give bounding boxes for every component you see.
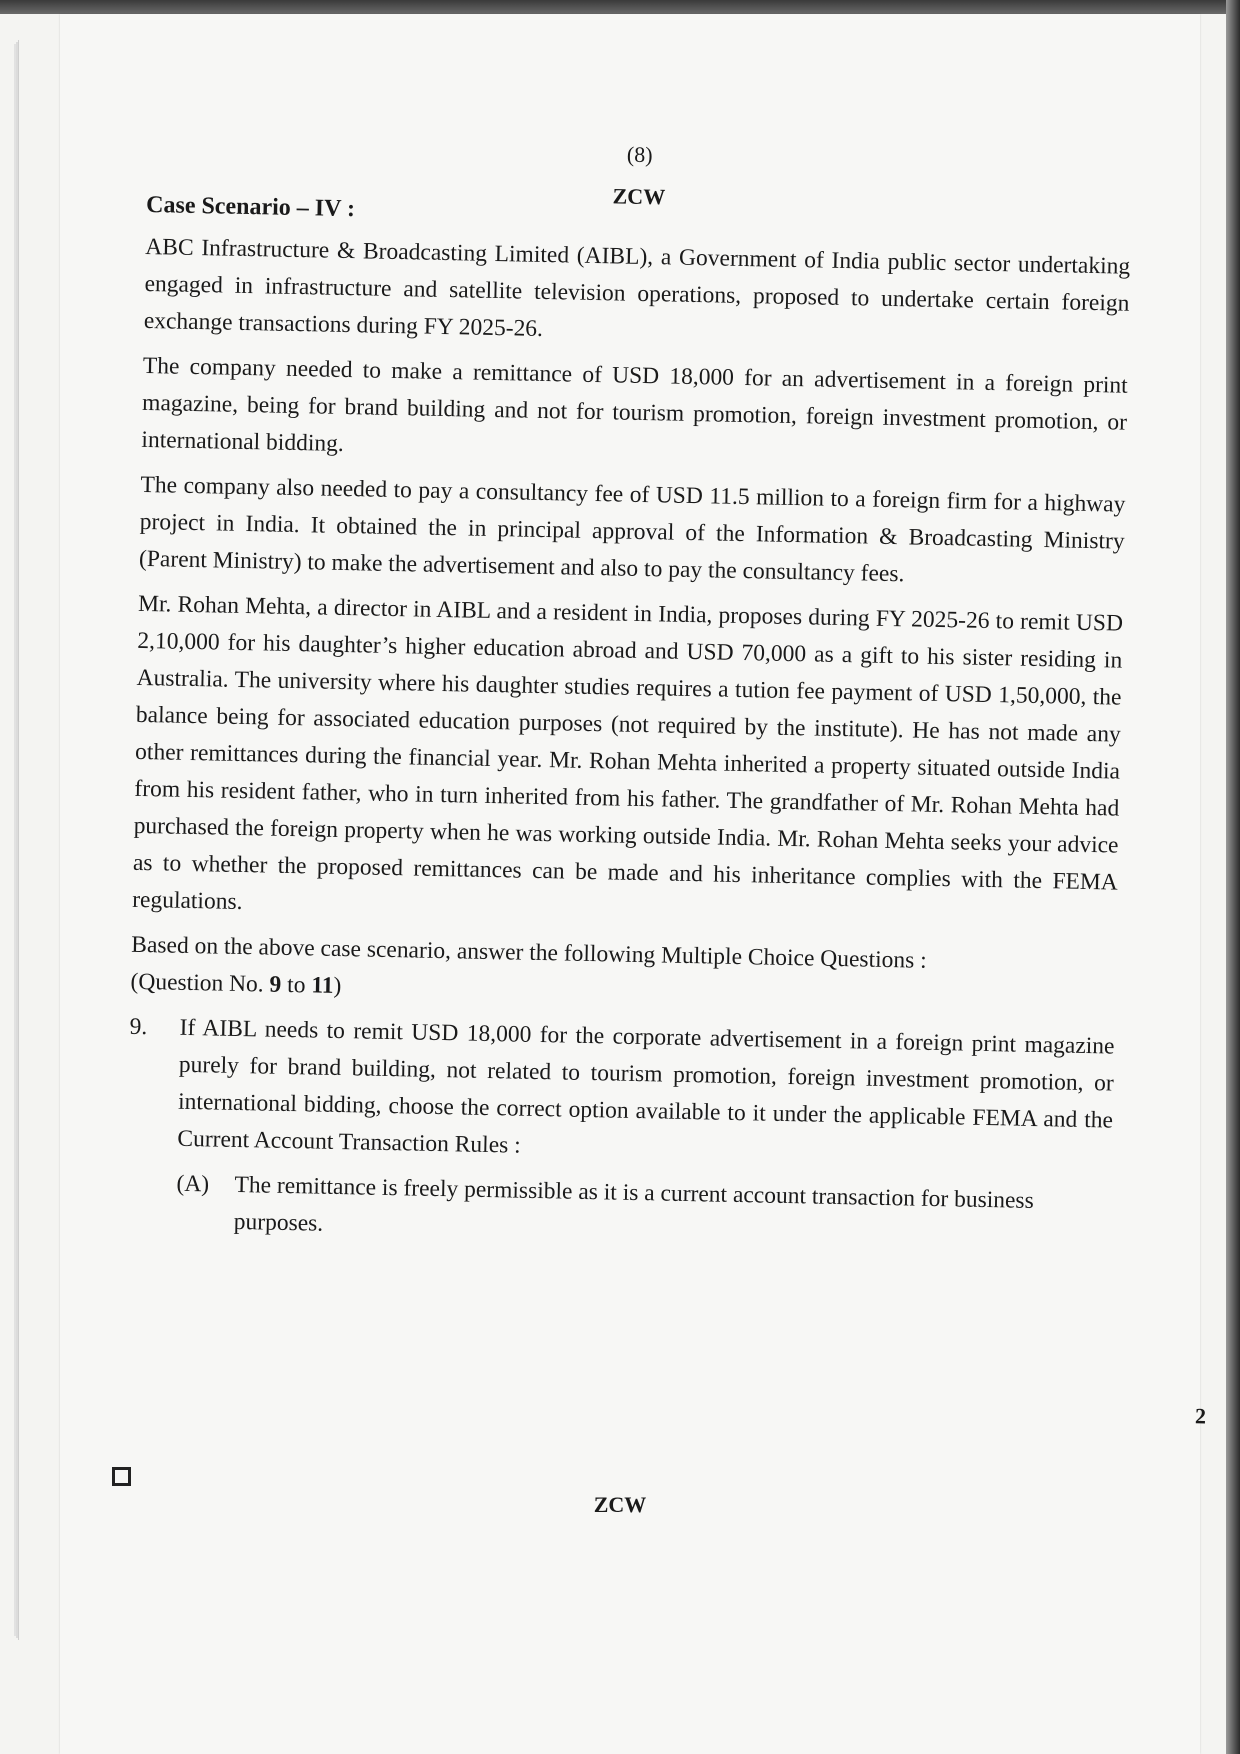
- question-range-suffix: ): [333, 972, 342, 1000]
- paragraph-consultancy-fee: The company also needed to pay a consultancy fee of USD 11.5 million to a foreign firm for a highway project in India. It obtained the in principal approval of the Information & Broadcasting Ministry (Parent Ministry) to make the advertisement and also to pay the consultancy fees.: [138, 471, 1126, 588]
- question-number: 9.: [129, 1013, 148, 1041]
- body-text: [125, 192, 1131, 1259]
- question-body: [175, 1010, 1114, 1259]
- question-9: [125, 1009, 1114, 1259]
- option-label: (A): [176, 1170, 210, 1198]
- page-number: (8): [626, 141, 653, 168]
- option-a[interactable]: [175, 1166, 1111, 1259]
- option-text: The remittance is freely permissible as it is a current account transaction for business purposes.: [233, 1171, 1035, 1237]
- instruction-text: [130, 927, 1116, 1021]
- scan-stacked-pages: [18, 40, 59, 1640]
- header-paper-code: ZCW: [612, 183, 666, 210]
- paragraph-company-intro: ABC Infrastructure & Broadcasting Limited (AIBL), a Government of India public sector undertaking engaged in infrastructure and satellite television operations, proposed to undertake certain foreign exchange transactions during FY 2025-26.: [143, 233, 1131, 342]
- instruction-main: Based on the above case scenario, answer the following Multiple Choice Questions :: [131, 931, 927, 974]
- case-scenario-title: Case Scenario – IV :: [145, 191, 356, 223]
- paragraph-advertisement-remittance: The company needed to make a remittance of USD 18,000 for an advertisement in a foreign print magazine, being for brand building and not for tourism promotion, foreign investment promotion, or international bidding.: [141, 352, 1128, 457]
- question-range-end: 11: [311, 972, 334, 999]
- footer-paper-code: ZCW: [593, 1492, 647, 1517]
- question-marks: 2: [1194, 1403, 1207, 1429]
- paragraph-rohan-mehta: Mr. Rohan Mehta, a director in AIBL and a resident in India, proposes during FY 2025-26 to remit USD 2,10,000 for his daughter’s higher education abroad and USD 70,000 as a gift to his sister residing in Australia. The university where his daughter studies requires a tution fee payment of USD 1,50,000, the balance being for associated education purposes (not required by the institute). He has not made any other remittances during the financial year. Mr. Rohan Mehta inherited a property situated outside India from his resident father, who in turn inherited from his father. The grandfather of Mr. Rohan Mehta had purchased the foreign property when he was working outside India. Mr. Rohan Mehta seeks your advice as to whether the proposed remittances can be made and his inheritance complies with the FEMA regulations.: [131, 590, 1124, 916]
- printed-square-icon: [112, 1467, 131, 1486]
- scan-top-edge: [0, 0, 1240, 14]
- question-range-prefix: (Question No.: [130, 968, 270, 998]
- scan-right-edge: [1226, 0, 1240, 1754]
- question-range-mid: to: [281, 971, 312, 999]
- question-range-start: 9: [269, 971, 282, 998]
- question-text: If AIBL needs to remit USD 18,000 for the corporate advertisement in a foreign print magazine purely for brand building, not related to tourism promotion, foreign investment promotion, or international bidding, choose the correct option available to it under the applicable FEMA and the Current Account Transaction Rules :: [177, 1014, 1115, 1159]
- page-content: [129, 14, 1207, 1429]
